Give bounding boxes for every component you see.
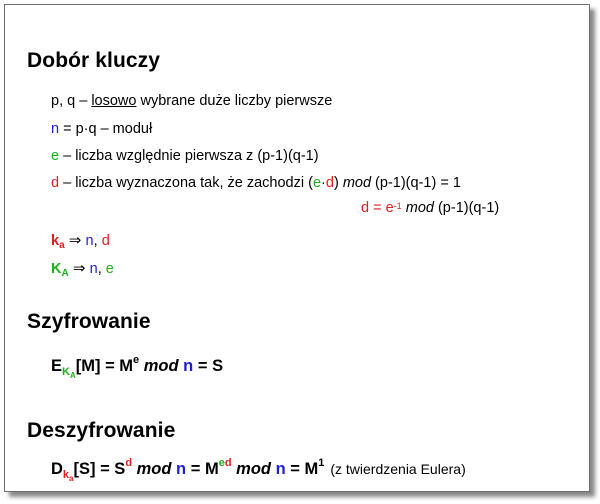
title-szyfrowanie: Szyfrowanie [27, 310, 151, 333]
encryption-formula: $E_{K_A}[M] = M^e$ mod n = S [51, 354, 224, 380]
line-p-q: p, q – losowo wybrane duże liczby pierwsze [51, 93, 333, 109]
line-d-formula: $d = e^{-1}$ mod (p-1)(q-1) [361, 200, 500, 216]
line-e: e – liczba względnie pierwsza z (p-1)(q-1) [51, 148, 319, 164]
title-dobor-kluczy: Dobór kluczy [27, 49, 161, 72]
line-d: d – liczba wyznaczona tak, że zachodzi (e·d) mod (p-1)(q-1) = 1 [51, 175, 461, 191]
decryption-formula: $D_{k_a}[S] = S^d$ mod $n = M^{ed}$ mod $n = M^1$ (z twierdzenia Eulera) [51, 457, 466, 483]
line-n: n = p·q – moduł [51, 121, 153, 137]
line-private-key: $k_a$ ⇒ n, d [51, 232, 110, 251]
title-deszyfrowanie: Deszyfrowanie [27, 419, 176, 442]
line-public-key: $K_A$ ⇒ n, e [51, 260, 114, 279]
slide [4, 4, 590, 492]
